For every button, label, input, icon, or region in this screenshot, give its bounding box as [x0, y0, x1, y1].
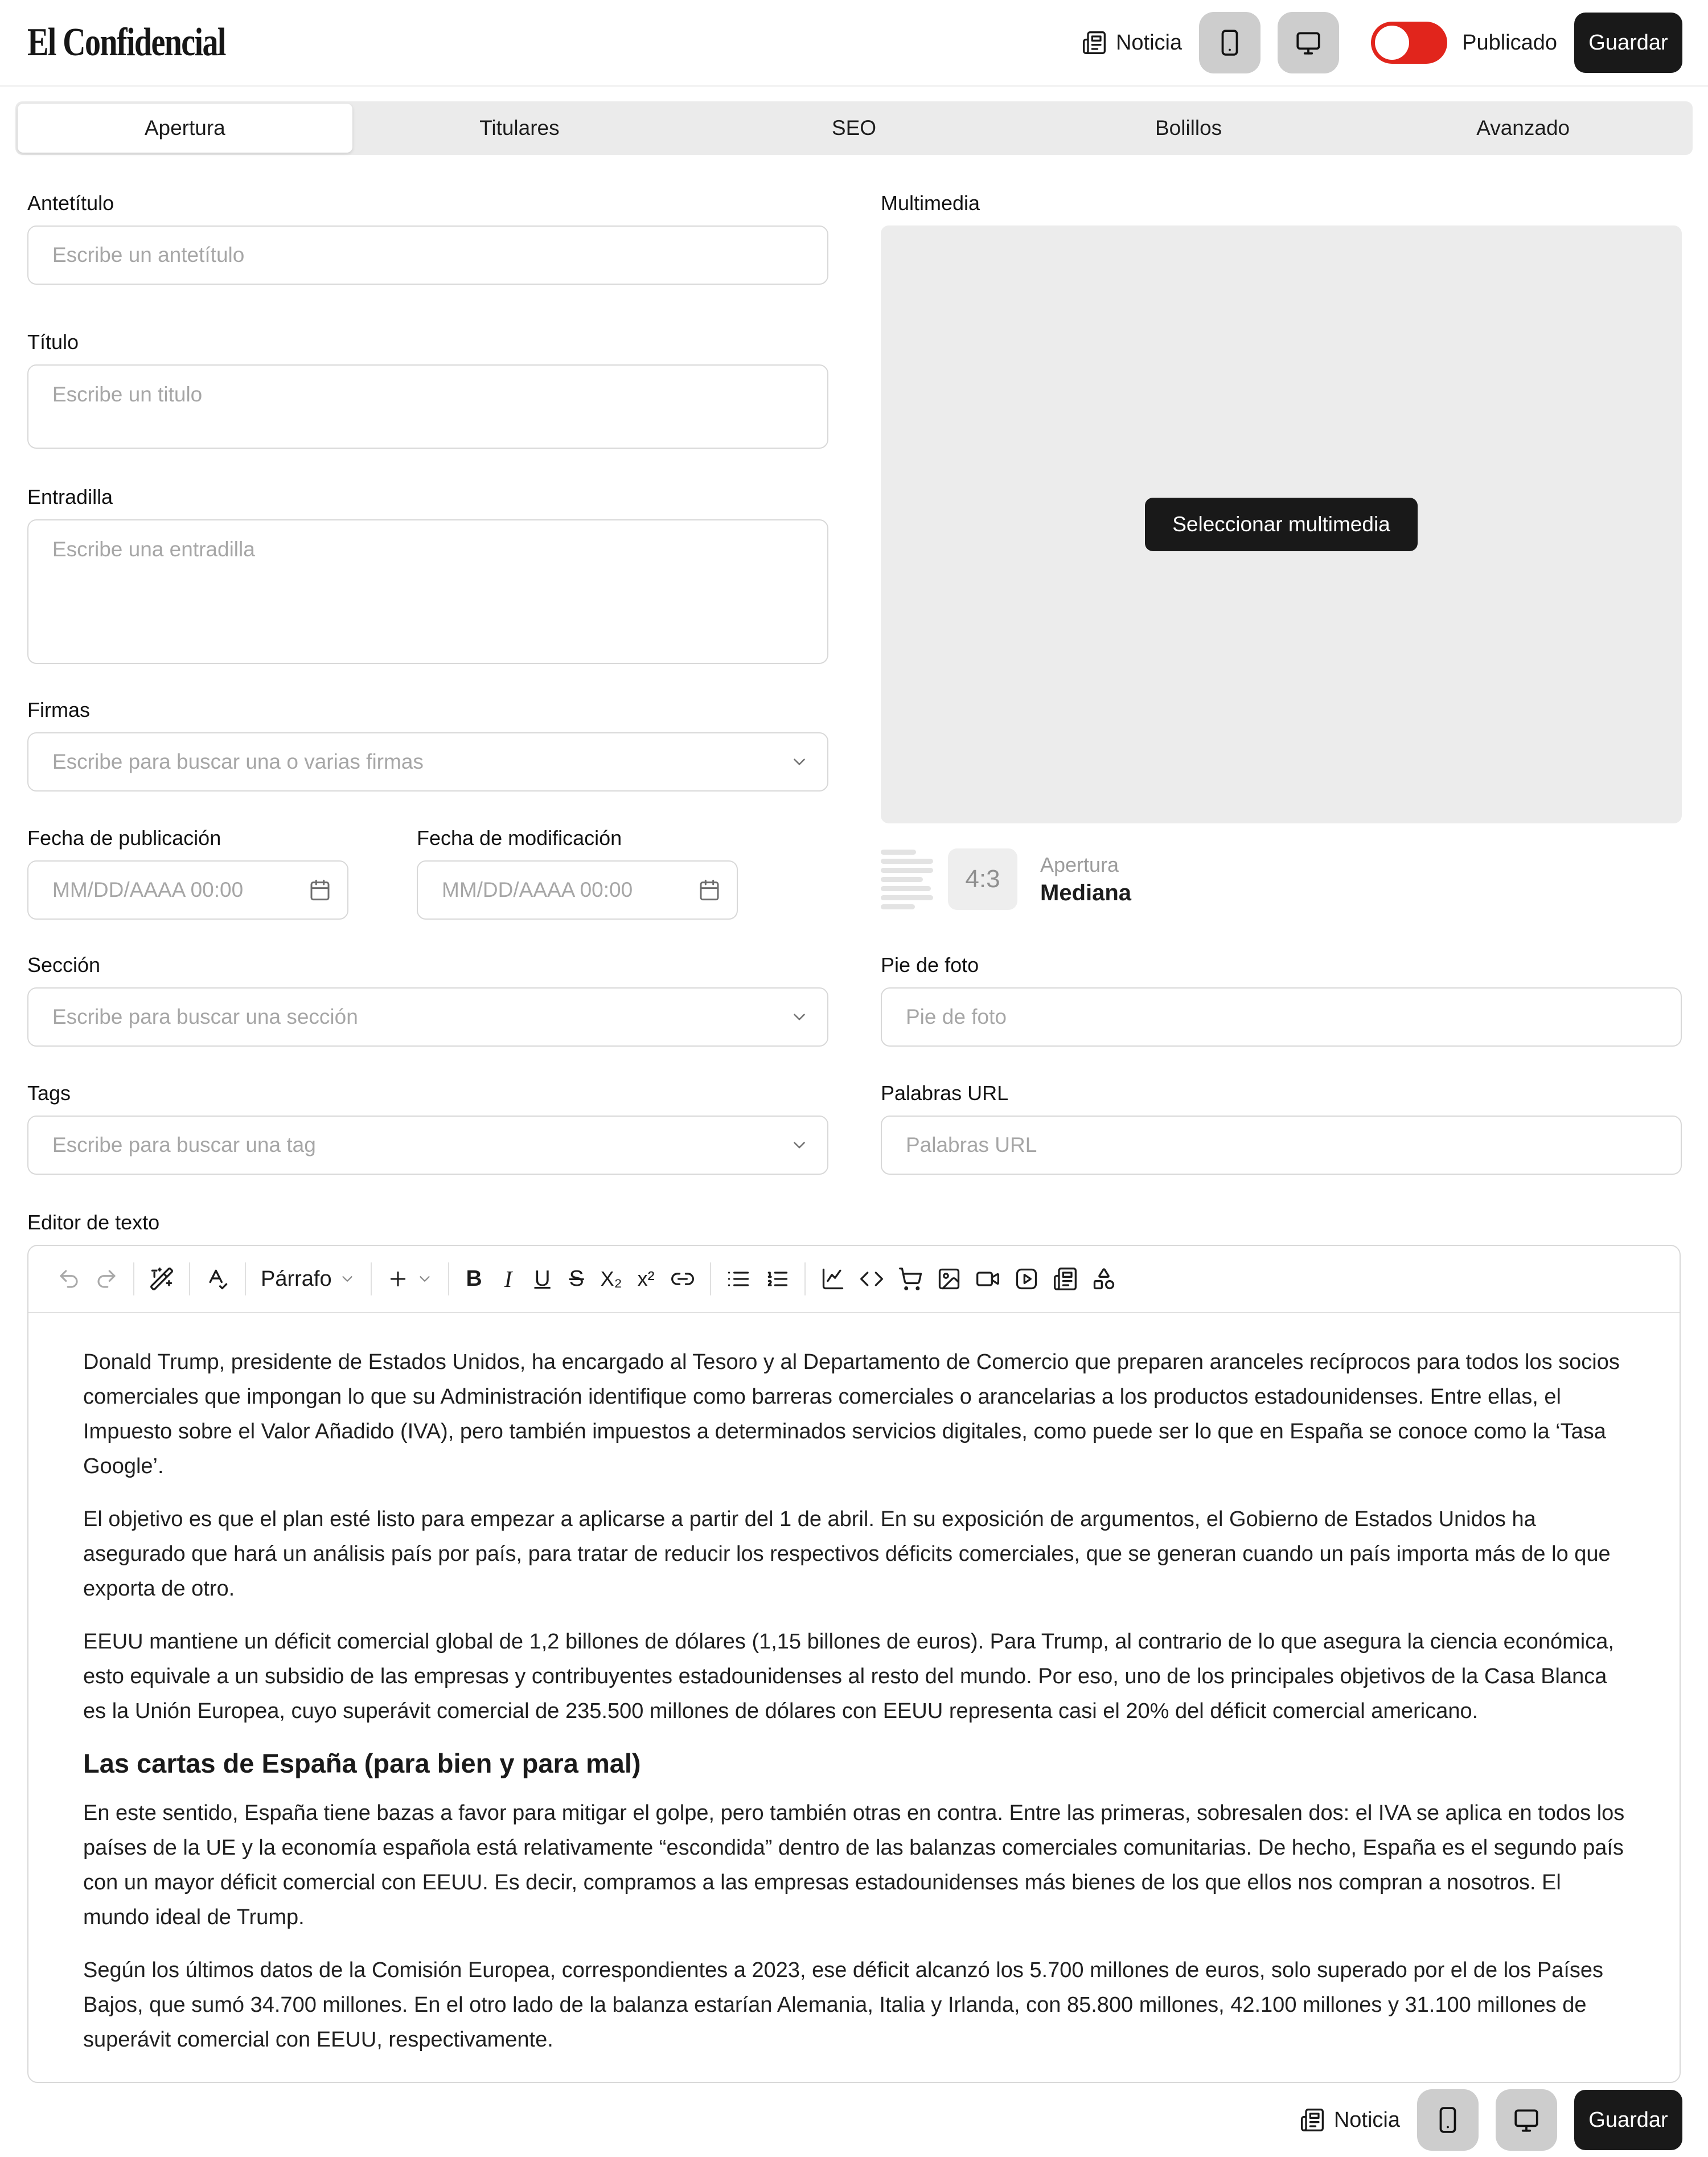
- toolbar-divider: [710, 1262, 711, 1295]
- chevron-down-icon: [416, 1270, 433, 1287]
- dates-row: [27, 826, 828, 920]
- chevron-down-icon: [339, 1270, 356, 1287]
- multimedia-dropzone: [881, 225, 1682, 823]
- fecha-publicacion-input[interactable]: [27, 860, 348, 920]
- publish-toggle-group: [1371, 22, 1557, 64]
- toolbar-divider: [133, 1262, 134, 1295]
- editor-paragraph: El objetivo es que el plan esté listo para empezar a aplicarse a partir del 1 de abril. En su exposición de argumentos, el Gobierno de Estados Unidos ha asegurado que hará un análisis país por país, para tratar de reducir los respectivos déficits comerciales, que se generan cuando un país importa más de lo que exporta de otro.: [83, 1507, 1611, 1601]
- antetitulo-input[interactable]: [27, 225, 828, 285]
- editor-paragraph: Según los últimos datos de la Comisión Europea, correspondientes a 2023, ese déficit alcanzó los 5.700 millones de euros, solo superado por el de los Países Bajos, que sumó 34.700 millones. En el otro lado de la balanza estarían Alemania, Italia y Irlanda, con 85.800 millones, 42.100 millones y 31.100 millones de superávit comercial con EEUU, respectivamente.: [83, 1958, 1604, 2052]
- fecha-modificacion-label: Fecha de modificación: [417, 826, 622, 850]
- ai-assistant-button[interactable]: [142, 1260, 181, 1298]
- editor-heading: Las cartas de España (para bien y para mal): [83, 1748, 641, 1778]
- insert-image-button[interactable]: [930, 1260, 968, 1298]
- editor-section: [0, 1175, 1708, 2083]
- firmas-select[interactable]: [27, 732, 828, 792]
- spellcheck-button[interactable]: [198, 1260, 237, 1298]
- subscript-button[interactable]: X₂: [594, 1260, 629, 1298]
- monitor-icon: [1294, 28, 1323, 57]
- italic-button[interactable]: I: [491, 1260, 525, 1298]
- paragraph-style-label: Párrafo: [261, 1266, 332, 1291]
- header: [0, 0, 1708, 87]
- calendar-icon[interactable]: [698, 879, 721, 901]
- footer: [0, 2083, 1708, 2157]
- undo-icon: [57, 1267, 81, 1291]
- monitor-icon: [1512, 2106, 1541, 2134]
- magic-wand-icon: [149, 1266, 174, 1291]
- newspaper-icon: [1082, 30, 1107, 55]
- entradilla-label: Entradilla: [27, 485, 113, 509]
- editor-label: Editor de texto: [27, 1211, 160, 1234]
- seccion-select[interactable]: [27, 987, 828, 1047]
- tags-label: Tags: [27, 1081, 71, 1105]
- strikethrough-button[interactable]: S: [560, 1260, 594, 1298]
- toolbar-divider: [189, 1262, 190, 1295]
- save-button[interactable]: Guardar: [1574, 2090, 1682, 2150]
- play-icon: [1014, 1266, 1039, 1291]
- cart-icon: [898, 1266, 923, 1291]
- slot-size-label: Mediana: [1040, 880, 1132, 905]
- insert-article-button[interactable]: [1046, 1260, 1085, 1298]
- palabras-url-label: Palabras URL: [881, 1081, 1009, 1105]
- insert-product-button[interactable]: [891, 1260, 930, 1298]
- smartphone-icon: [1216, 28, 1244, 57]
- underline-button[interactable]: U: [525, 1260, 560, 1298]
- plus-icon: [387, 1268, 409, 1290]
- fecha-modificacion-input[interactable]: [417, 860, 738, 920]
- mobile-preview-button[interactable]: [1417, 2089, 1479, 2151]
- seccion-label: Sección: [27, 953, 101, 977]
- paragraph-style-dropdown[interactable]: [254, 1260, 363, 1298]
- multimedia-slot-meta: [1040, 853, 1131, 906]
- calendar-icon[interactable]: [309, 879, 331, 901]
- editor-content[interactable]: [28, 1313, 1680, 2081]
- desktop-preview-button[interactable]: [1496, 2089, 1557, 2151]
- form-right-column: [881, 191, 1682, 1175]
- slot-kind-label: Apertura: [1040, 852, 1119, 876]
- antetitulo-label: Antetítulo: [27, 191, 114, 215]
- link-button[interactable]: [663, 1260, 702, 1298]
- entradilla-input[interactable]: [27, 519, 828, 664]
- insert-chart-button[interactable]: [814, 1260, 852, 1298]
- bullet-list-button[interactable]: [719, 1260, 758, 1298]
- tab-apertura[interactable]: Apertura: [18, 104, 352, 153]
- doc-type: [1300, 2107, 1400, 2133]
- ordered-list-icon: [765, 1266, 790, 1291]
- firmas-label: Firmas: [27, 698, 90, 721]
- editor-paragraph: EEUU mantiene un déficit comercial global de 1,2 billones de dólares (1,15 billones de euros). Para Trump, al contrario de lo que asegura la ciencia económica, esto equivale a un subsidio de las empresas y contribuyentes estadounidenses al resto del mundo. Por eso, uno de los principales objetivos de la Casa Blanca es la Unión Europea, cuyo superávit comercial de 235.500 millones de dólares con EEUU representa casi el 20% del déficit comercial americano.: [83, 1630, 1614, 1723]
- insert-code-button[interactable]: [852, 1260, 891, 1298]
- shapes-icon: [1091, 1266, 1116, 1291]
- mobile-preview-button[interactable]: [1199, 12, 1261, 73]
- tab-avanzado[interactable]: Avanzado: [1476, 116, 1570, 140]
- save-button[interactable]: Guardar: [1574, 13, 1682, 73]
- ordered-list-button[interactable]: [758, 1260, 796, 1298]
- superscript-button[interactable]: x²: [629, 1260, 663, 1298]
- link-icon: [670, 1266, 695, 1291]
- header-controls: [1082, 12, 1682, 73]
- toolbar-divider: [245, 1262, 246, 1295]
- palabras-url-input[interactable]: [881, 1116, 1682, 1175]
- aspect-ratio-badge[interactable]: 4:3: [948, 848, 1017, 910]
- desktop-preview-button[interactable]: [1278, 12, 1339, 73]
- code-icon: [859, 1266, 884, 1291]
- pie-de-foto-label: Pie de foto: [881, 953, 979, 977]
- doc-type: [1082, 30, 1182, 55]
- tab-bar: [15, 101, 1693, 155]
- publish-toggle-label: Publicado: [1462, 30, 1557, 55]
- brand-logo: El Confidencial: [27, 20, 225, 64]
- text-editor: [27, 1245, 1681, 2083]
- insert-player-button[interactable]: [1007, 1260, 1046, 1298]
- insert-video-button[interactable]: [968, 1260, 1007, 1298]
- form-left-column: [27, 191, 828, 1175]
- doc-type-label: Noticia: [1115, 30, 1183, 55]
- publish-toggle[interactable]: [1371, 22, 1447, 64]
- tab-bolillos[interactable]: Bolillos: [1155, 116, 1222, 140]
- doc-type-label: Noticia: [1333, 2107, 1400, 2132]
- bold-button[interactable]: B: [457, 1260, 491, 1298]
- toolbar-divider: [804, 1262, 806, 1295]
- editor-toolbar: [28, 1246, 1680, 1313]
- titulo-input[interactable]: [27, 364, 828, 449]
- chevron-down-icon: [790, 1135, 809, 1155]
- undo-button[interactable]: [50, 1260, 88, 1298]
- insert-block-dropdown[interactable]: [380, 1260, 440, 1298]
- image-icon: [937, 1266, 962, 1291]
- news-icon: [1053, 1266, 1078, 1291]
- smartphone-icon: [1434, 2106, 1462, 2134]
- tab-seo[interactable]: SEO: [831, 116, 877, 140]
- redo-icon: [95, 1267, 118, 1291]
- chevron-down-icon: [790, 1007, 809, 1027]
- titulo-label: Título: [27, 330, 79, 354]
- editor-paragraph: En este sentido, España tiene bazas a favor para mitigar el golpe, pero también otras en contra. Entre las primeras, sobresalen dos: el IVA se aplica en todos los países de la UE y la economía española está relativamente “escondida” dentro de las balanzas comerciales comunitarias. De hecho, España es el segundo país con un mayor déficit comercial con EEUU. Es decir, compramos a las empresas estadounidenses más bienes de los que ellos nos compran a nosotros. El mundo ideal de Trump.: [83, 1801, 1625, 1929]
- spellcheck-icon: [205, 1266, 230, 1291]
- redo-button[interactable]: [88, 1260, 125, 1298]
- toolbar-divider: [448, 1262, 449, 1295]
- form-area: [0, 155, 1708, 1175]
- video-icon: [975, 1266, 1000, 1291]
- chart-icon: [820, 1266, 845, 1291]
- editor-paragraph: Donald Trump, presidente de Estados Unidos, ha encargado al Tesoro y al Departamento de Comercio que preparen aranceles recíprocos para todos los socios comerciales que impongan lo que su Administración identifique como barreras comerciales o arancelarias a los productos estadounidenses. Entre ellas, el Impuesto sobre el Valor Añadido (IVA), pero también impuestos a determinados servicios digitales, como puede ser lo que en España se conoce como la ‘Tasa Google’.: [83, 1350, 1620, 1478]
- tab-titulares[interactable]: Titulares: [479, 116, 560, 140]
- toggle-knob: [1375, 26, 1409, 60]
- toolbar-divider: [371, 1262, 372, 1295]
- bullet-list-icon: [726, 1266, 751, 1291]
- newspaper-icon: [1300, 2107, 1325, 2133]
- fecha-publicacion-label: Fecha de publicación: [27, 826, 221, 850]
- tags-select[interactable]: [27, 1116, 828, 1175]
- lines-thumbnail-icon: [881, 850, 935, 909]
- pie-de-foto-input[interactable]: [881, 987, 1682, 1047]
- multimedia-meta-row: [881, 848, 1682, 910]
- chevron-down-icon: [790, 752, 809, 772]
- insert-asset-button[interactable]: [1085, 1260, 1123, 1298]
- multimedia-label: Multimedia: [881, 191, 980, 215]
- select-multimedia-button[interactable]: Seleccionar multimedia: [1145, 498, 1418, 551]
